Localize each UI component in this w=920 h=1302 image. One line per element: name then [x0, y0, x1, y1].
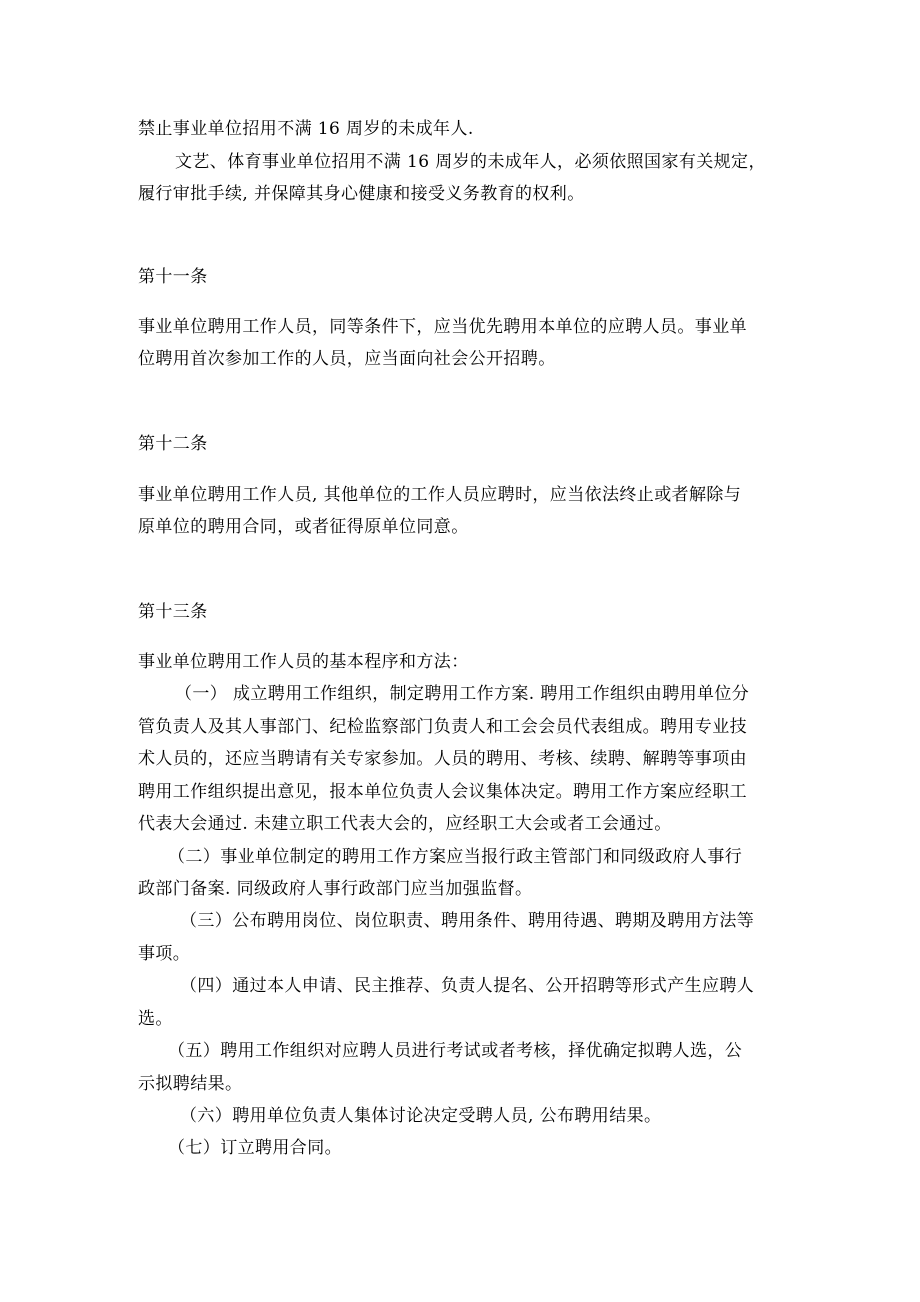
article-13-intro: 事业单位聘用工作人员的基本程序和方法： — [138, 652, 469, 672]
intro-line-3: 履行审批手续, 并保障其身心健康和接受义务教育的权利。 — [138, 184, 585, 204]
item-1-line-1: （一） 成立聘用工作组织，制定聘用工作方案. 聘用工作组织由聘用单位分 — [175, 684, 750, 704]
article-13-heading: 第十三条 — [138, 602, 208, 622]
intro-line-1: 禁止事业单位招用不满 16 周岁的未成年人. — [138, 119, 474, 139]
item-1-line-5: 代表大会通过. 未建立职工代表大会的，应经职工大会或者工会通过。 — [138, 814, 672, 834]
item-6-line-1: （六）聘用单位负责人集体讨论决定受聘人员, 公布聘用结果。 — [180, 1106, 662, 1126]
article-12-heading: 第十二条 — [138, 434, 208, 454]
item-1-line-2: 管负责人及其人事部门、纪检监察部门负责人和工会会员代表组成。聘用专业技 — [138, 717, 747, 737]
item-2-line-2: 政部门备案. 同级政府人事行政部门应当加强监督。 — [138, 879, 533, 899]
item-5-line-2: 示拟聘结果。 — [138, 1074, 243, 1094]
item-7-line-1: （七）订立聘用合同。 — [168, 1138, 342, 1158]
article-11-line-2: 位聘用首次参加工作的人员，应当面向社会公开招聘。 — [138, 349, 556, 369]
intro-line-2: 文艺、体育事业单位招用不满 16 周岁的未成年人，必须依照国家有关规定， — [175, 152, 766, 172]
article-11-heading: 第十一条 — [138, 267, 208, 287]
article-12-line-1: 事业单位聘用工作人员, 其他单位的工作人员应聘时，应当依法终止或者解除与 — [138, 485, 742, 505]
item-1-line-3: 术人员的，还应当聘请有关专家参加。人员的聘用、考核、续聘、解聘等事项由 — [138, 749, 747, 769]
item-4-line-1: （四）通过本人申请、民主推荐、负责人提名、公开招聘等形式产生应聘人 — [180, 976, 755, 996]
article-12-line-2: 原单位的聘用合同，或者征得原单位同意。 — [138, 517, 469, 537]
item-2-line-1: （二）事业单位制定的聘用工作方案应当报行政主管部门和同级政府人事行 — [168, 847, 743, 867]
article-11-line-1: 事业单位聘用工作人员，同等条件下，应当优先聘用本单位的应聘人员。事业单 — [138, 317, 747, 337]
item-1-line-4: 聘用工作组织提出意见，报本单位负责人会议集体决定。聘用工作方案应经职工 — [138, 782, 747, 802]
item-3-line-1: （三）公布聘用岗位、岗位职责、聘用条件、聘用待遇、聘期及聘用方法等 — [180, 911, 755, 931]
item-3-line-2: 事项。 — [138, 944, 191, 964]
item-4-line-2: 选。 — [138, 1009, 173, 1029]
item-5-line-1: （五）聘用工作组织对应聘人员进行考试或者考核，择优确定拟聘人选，公 — [168, 1041, 743, 1061]
